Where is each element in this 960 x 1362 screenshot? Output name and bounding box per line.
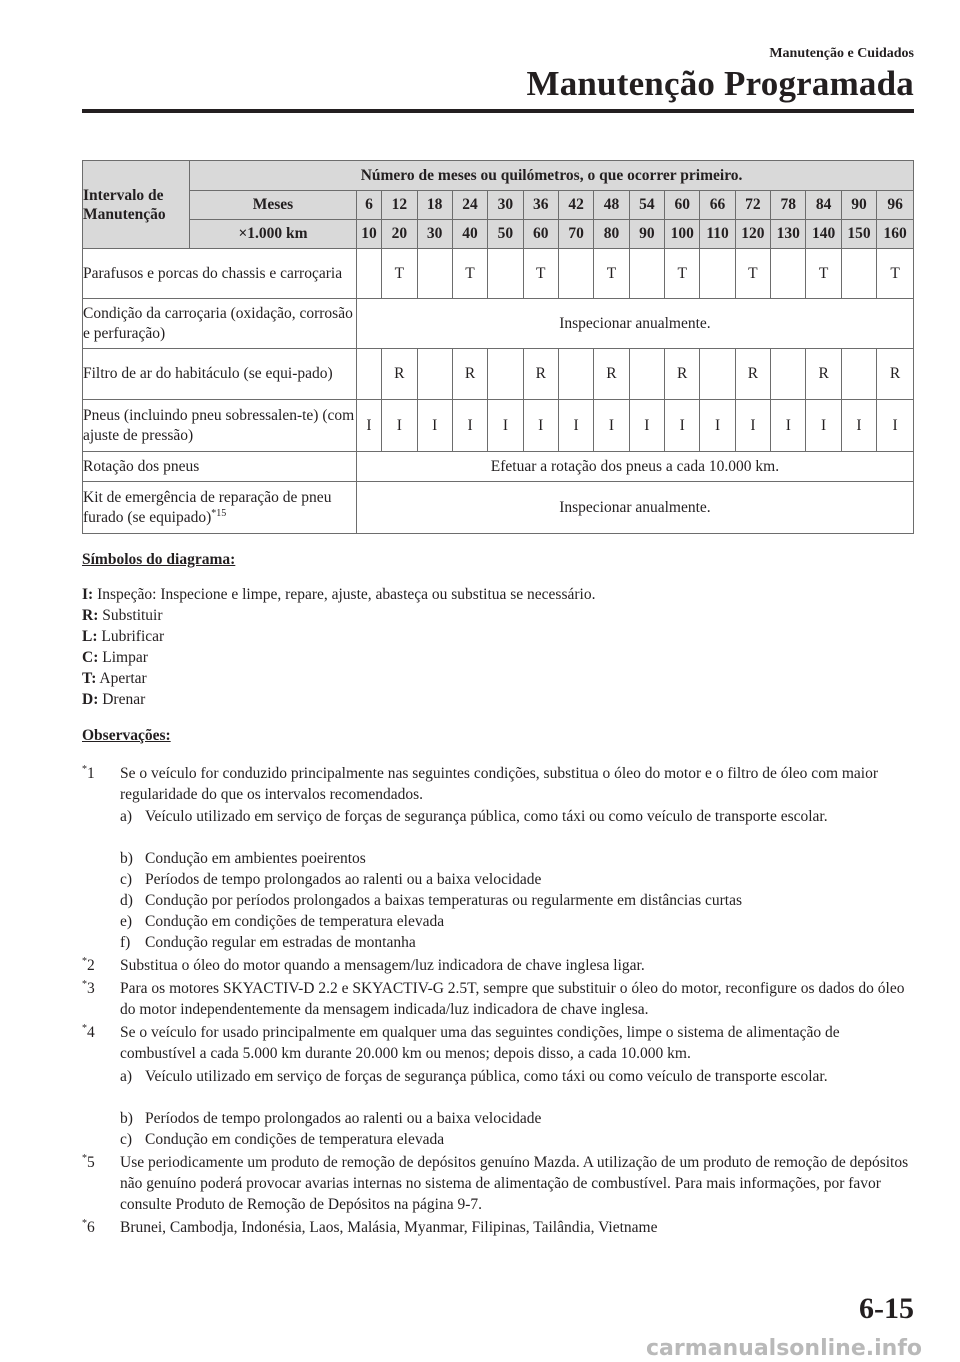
row-label-tires: Pneus (incluindo pneu sobressalen-te) (com ajuste de pressão) (83, 400, 357, 452)
schedule-cell (558, 249, 593, 299)
symbol-item: I: Inspeção: Inspecione e limpe, repare, ajuste, abasteça ou substitua se necessário. (82, 586, 596, 603)
schedule-cell: T (523, 249, 558, 299)
schedule-cell (841, 349, 876, 400)
km-header: 150 (841, 220, 876, 249)
month-header: 36 (523, 191, 558, 220)
km-header: 110 (700, 220, 735, 249)
schedule-cell: I (841, 400, 876, 452)
km-header: 90 (629, 220, 664, 249)
month-header: 60 (665, 191, 700, 220)
km-header: 20 (382, 220, 417, 249)
watermark: carmanualsonline.info (646, 1336, 922, 1361)
page-number: 6-15 (859, 1292, 914, 1325)
schedule-cell: T (806, 249, 841, 299)
row-span-value: Efetuar a rotação dos pneus a cada 10.000 km. (356, 452, 913, 482)
schedule-cell: I (735, 400, 770, 452)
row-label-tire-rotation: Rotação dos pneus (83, 452, 357, 482)
row-label-body-condition: Condição da carroçaria (oxidação, corrosão e perfuração) (83, 299, 357, 349)
footnote-ref: *15 (211, 507, 227, 519)
month-header: 96 (877, 191, 914, 220)
schedule-cell: R (665, 349, 700, 400)
schedule-cell: T (594, 249, 629, 299)
month-header: 90 (841, 191, 876, 220)
schedule-cell: R (806, 349, 841, 400)
schedule-cell (629, 249, 664, 299)
schedule-cell: I (700, 400, 735, 452)
schedule-cell (488, 249, 523, 299)
row-label-puncture-kit: Kit de emergência de reparação de pneu furado (se equipado)$^{*15}$ (83, 482, 357, 534)
schedule-cell (771, 349, 806, 400)
schedule-cell (356, 249, 381, 299)
schedule-cell: R (452, 349, 487, 400)
month-header: 30 (488, 191, 523, 220)
month-header: 54 (629, 191, 664, 220)
schedule-cell (417, 249, 452, 299)
page-title: Manutenção Programada (526, 64, 914, 103)
header-rule (82, 109, 914, 113)
km-header: 80 (594, 220, 629, 249)
schedule-cell: T (735, 249, 770, 299)
schedule-cell: I (594, 400, 629, 452)
month-header: 48 (594, 191, 629, 220)
symbol-item: D: Drenar (82, 691, 146, 708)
schedule-cell: R (382, 349, 417, 400)
schedule-cell (356, 349, 381, 400)
km-header: 160 (877, 220, 914, 249)
schedule-cell: I (806, 400, 841, 452)
row-span-value: Inspecionar anualmente. (356, 299, 913, 349)
month-header: 18 (417, 191, 452, 220)
month-header: 42 (558, 191, 593, 220)
schedule-cell: R (735, 349, 770, 400)
interval-span-header: Número de meses ou quilómetros, o que ocorrer primeiro. (190, 161, 914, 191)
months-label: Meses (190, 191, 357, 220)
schedule-cell: T (665, 249, 700, 299)
km-header: 70 (558, 220, 593, 249)
schedule-cell: I (356, 400, 381, 452)
schedule-cell (488, 349, 523, 400)
symbol-item: T: Apertar (82, 670, 147, 687)
row-span-value: Inspecionar anualmente. (356, 482, 913, 534)
km-header: 10 (356, 220, 381, 249)
km-header: 140 (806, 220, 841, 249)
month-header: 12 (382, 191, 417, 220)
schedule-cell: R (877, 349, 914, 400)
symbol-item: C: Limpar (82, 649, 148, 666)
month-header: 78 (771, 191, 806, 220)
month-header: 6 (356, 191, 381, 220)
schedule-cell (841, 249, 876, 299)
month-header: 84 (806, 191, 841, 220)
schedule-cell: I (417, 400, 452, 452)
schedule-cell: T (877, 249, 914, 299)
month-header: 66 (700, 191, 735, 220)
month-header: 24 (452, 191, 487, 220)
km-header: 100 (665, 220, 700, 249)
symbol-item: R: Substituir (82, 607, 163, 624)
schedule-cell (558, 349, 593, 400)
schedule-cell (771, 249, 806, 299)
symbol-item: L: Lubrificar (82, 628, 165, 645)
month-header: 72 (735, 191, 770, 220)
km-header: 60 (523, 220, 558, 249)
schedule-cell: I (877, 400, 914, 452)
km-header: 30 (417, 220, 452, 249)
km-label: ×1.000 km (190, 220, 357, 249)
interval-header: Intervalo de Manutenção (83, 161, 190, 249)
schedule-cell (700, 349, 735, 400)
schedule-cell: I (558, 400, 593, 452)
row-label-cabin-air-filter: Filtro de ar do habitáculo (se equi-pado) (83, 349, 357, 400)
schedule-cell (629, 349, 664, 400)
km-header: 120 (735, 220, 770, 249)
symbols-heading: Símbolos do diagrama: (82, 551, 236, 568)
maintenance-schedule-table (82, 160, 914, 534)
schedule-cell (700, 249, 735, 299)
schedule-cell: I (382, 400, 417, 452)
schedule-cell: R (523, 349, 558, 400)
section-title: Manutenção e Cuidados (769, 46, 914, 61)
schedule-cell: I (523, 400, 558, 452)
km-header: 50 (488, 220, 523, 249)
km-header: 130 (771, 220, 806, 249)
schedule-cell: I (771, 400, 806, 452)
schedule-cell: R (594, 349, 629, 400)
schedule-cell: T (382, 249, 417, 299)
schedule-cell: I (452, 400, 487, 452)
km-header: 40 (452, 220, 487, 249)
schedule-cell: T (452, 249, 487, 299)
schedule-cell: I (665, 400, 700, 452)
row-label-chassis-bolts: Parafusos e porcas do chassis e carroçaria (83, 249, 357, 299)
schedule-cell (417, 349, 452, 400)
schedule-cell: I (629, 400, 664, 452)
schedule-cell: I (488, 400, 523, 452)
notes-heading: Observações: (82, 727, 171, 744)
